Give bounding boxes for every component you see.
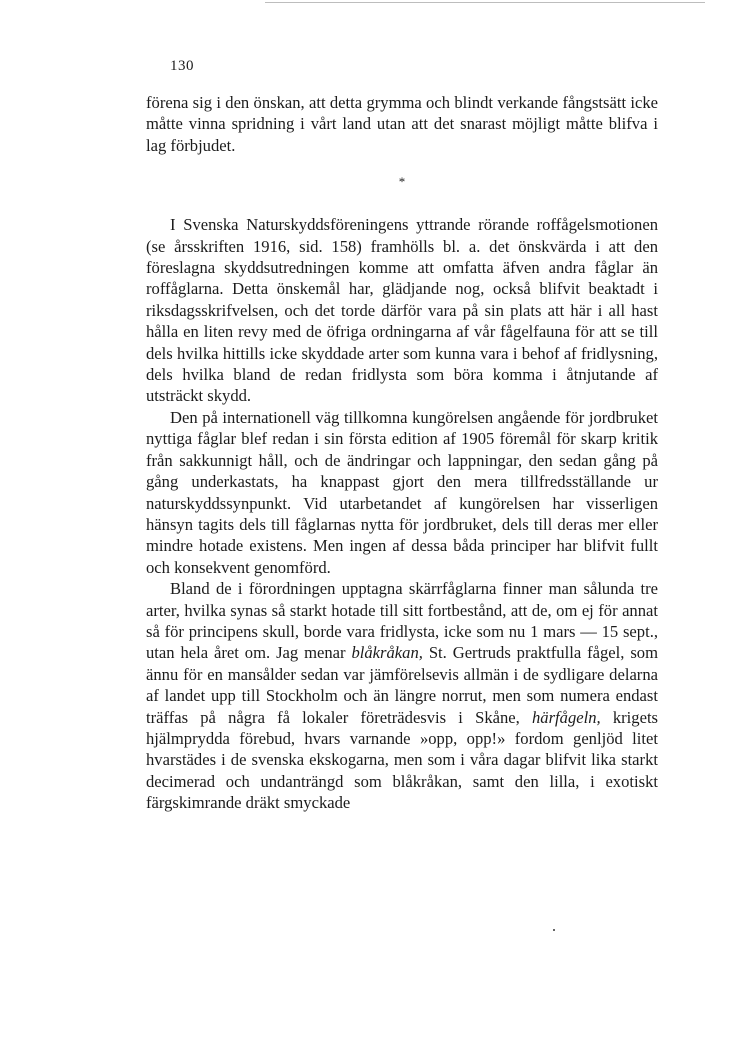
body-text <box>146 92 658 814</box>
section-separator: * <box>398 174 406 190</box>
scan-speck <box>553 929 555 931</box>
bird-name-emphasis: blåkråkan, <box>351 643 423 663</box>
text-run: St. Gertruds praktfulla fågel, som ännu för en mansålder sedan var jämförelsevis allmän i de sydligare delarna af landet upp till Stockholm och än längre norrut, men som numera endast träffas på några få lokaler företrädesvis i Skåne, <box>146 643 658 727</box>
paragraph-continued: förena sig i den önskan, att detta grymma och blindt verkande fångstsätt icke måtte vinna spridning i vårt land utan att det snarast möjligt måtte blifva i lag förbjudet. <box>146 93 658 155</box>
paragraph: Den på internationell väg tillkomna kungörelsen angående för jordbruket nyttiga fåglar blef redan i sin första edition af 1905 föremål för skarp kritik från sakkunnigt håll, och de ändringar och lappningar, den sedan gång på gång underkastats, ha knappast gjort den mera tillfredsställande ur naturskyddssynpunkt. Vid utarbetandet af kungörelsen har visserligen hänsyn tagits dels till fåglarnas nytta för jordbruket, dels till deras mer eller mindre hotade existens. Men ingen af dessa båda principer har blifvit fullt och konsekvent genomförd. <box>146 407 658 577</box>
bird-name-emphasis: härfågeln, <box>531 707 601 727</box>
text-run: Bland de i förordningen upptagna skärrfåglarna finner man sålunda tre arter, hvilka synas så starkt hotade till sitt fortbestånd, att de, om ej för annat så för principens skull, borde vara fridlysta, icke som nu 1 mars — 15 sept., utan hela året om. Jag menar <box>146 579 658 663</box>
scan-edge-line <box>265 2 705 3</box>
paragraph: I Svenska Naturskyddsföreningens yttrande rörande roffågelsmotionen (se årsskriften 1916, sid. 158) framhölls bl. a. det önskvärda i att den föreslagna skyddsutredningen komme att omfatta äfven andra fåglar än roffåglarna. Detta önskemål har, glädjande nog, också blifvit beaktadt i riksdagsskrifvelsen, och det torde därför vara på sin plats att här i all hast hålla en liten revy med de öfriga ordningarna af vår fågelfauna för att se till dels hvilka hittills icke skyddade arter som kunna vara i behof af fridlysning, dels hvilka bland de redan fridlysta som böra komma i åtnjutande af utsträckt skydd. <box>146 215 658 406</box>
paragraph <box>146 578 658 813</box>
text-run: krigets hjälmprydda förebud, hvars varnande »opp, opp!» fordom genljöd litet hvarstädes i de svenska ekskogarna, men som i våra dagar blifvit lika starkt decimerad och undanträngd som blåkråkan, samt den lilla, i exotiskt färgskimrande dräkt smyckade <box>146 707 659 813</box>
page-number: 130 <box>170 58 194 74</box>
